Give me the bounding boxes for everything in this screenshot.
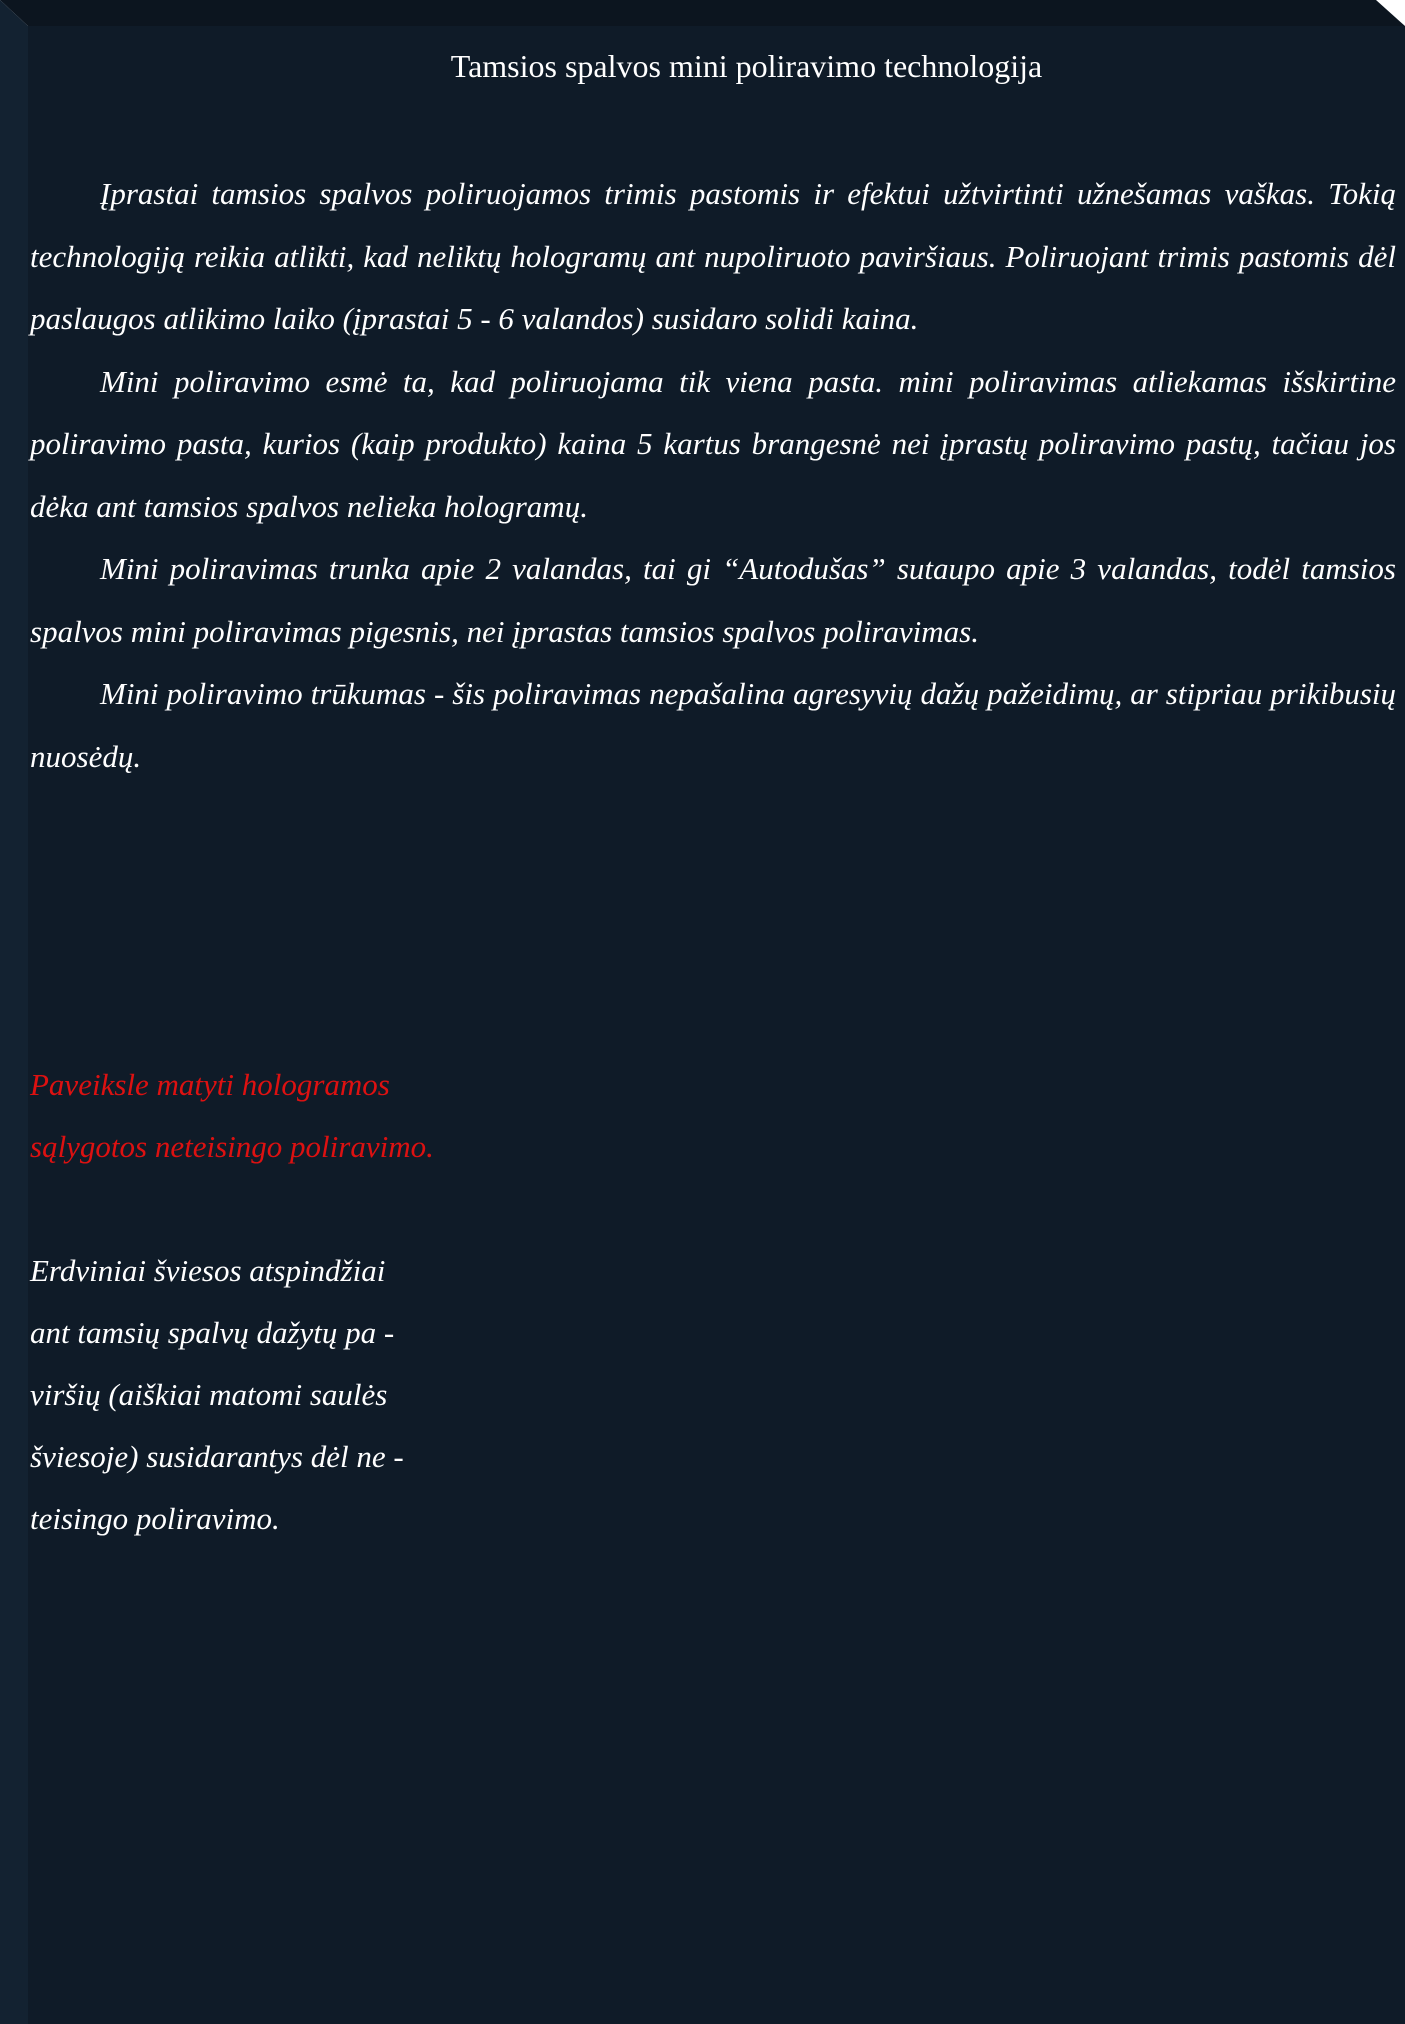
image-caption-red xyxy=(30,1054,730,1178)
page-bevel-left xyxy=(0,0,28,2024)
paragraph: Įprastai tamsios spalvos poliruojamos trimis pastomis ir efektui užtvirtinti užnešamas vaškas. Tokią technologiją reikia atlikti, kad neliktų hologramų ant nupoliruoto paviršiaus. Poliruojant trimis pastomis dėl paslaugos atlikimo laiko (įprastai 5 - 6 valandos) susidaro solidi kaina. xyxy=(30,176,1396,336)
paragraph: Mini poliravimo trūkumas - šis poliravimas nepašalina agresyvių dažų pažeidimų, ar stipriau prikibusių nuosėdų. xyxy=(30,676,1396,774)
description-line: šviesoje) susidarantys dėl ne - xyxy=(30,1439,404,1474)
description-line: Erdviniai šviesos atspindžiai xyxy=(30,1253,386,1288)
paragraph: Mini poliravimas trunka apie 2 valandas, tai gi “Autodušas” sutaupo apie 3 valandas, todėl tamsios spalvos mini poliravimas pigesnis, nei įprastas tamsios spalvos poliravimas. xyxy=(30,551,1396,649)
image-description xyxy=(30,1240,730,1550)
caption-line: sąlygotos neteisingo poliravimo. xyxy=(30,1129,434,1164)
paragraph: Mini poliravimo esmė ta, kad poliruojama tik viena pasta. mini poliravimas atliekamas išskirtine poliravimo pasta, kurios (kaip produkto) kaina 5 kartus brangesnė nei įprastų poliravimo pastų, tačiau jos dėka ant tamsios spalvos nelieka hologramų. xyxy=(30,363,1396,524)
description-line: ant tamsių spalvų dažytų pa - xyxy=(30,1315,395,1350)
caption-line: Paveiksle matyti hologramos xyxy=(30,1067,390,1102)
page-title: Tamsios spalvos mini poliravimo technologija xyxy=(450,48,1043,84)
document-page xyxy=(28,26,1405,2024)
page-bevel-top xyxy=(0,0,1405,26)
body-text xyxy=(30,163,1396,788)
description-line: teisingo poliravimo. xyxy=(30,1501,280,1536)
description-line: viršių (aiškiai matomi saulės xyxy=(30,1377,388,1412)
